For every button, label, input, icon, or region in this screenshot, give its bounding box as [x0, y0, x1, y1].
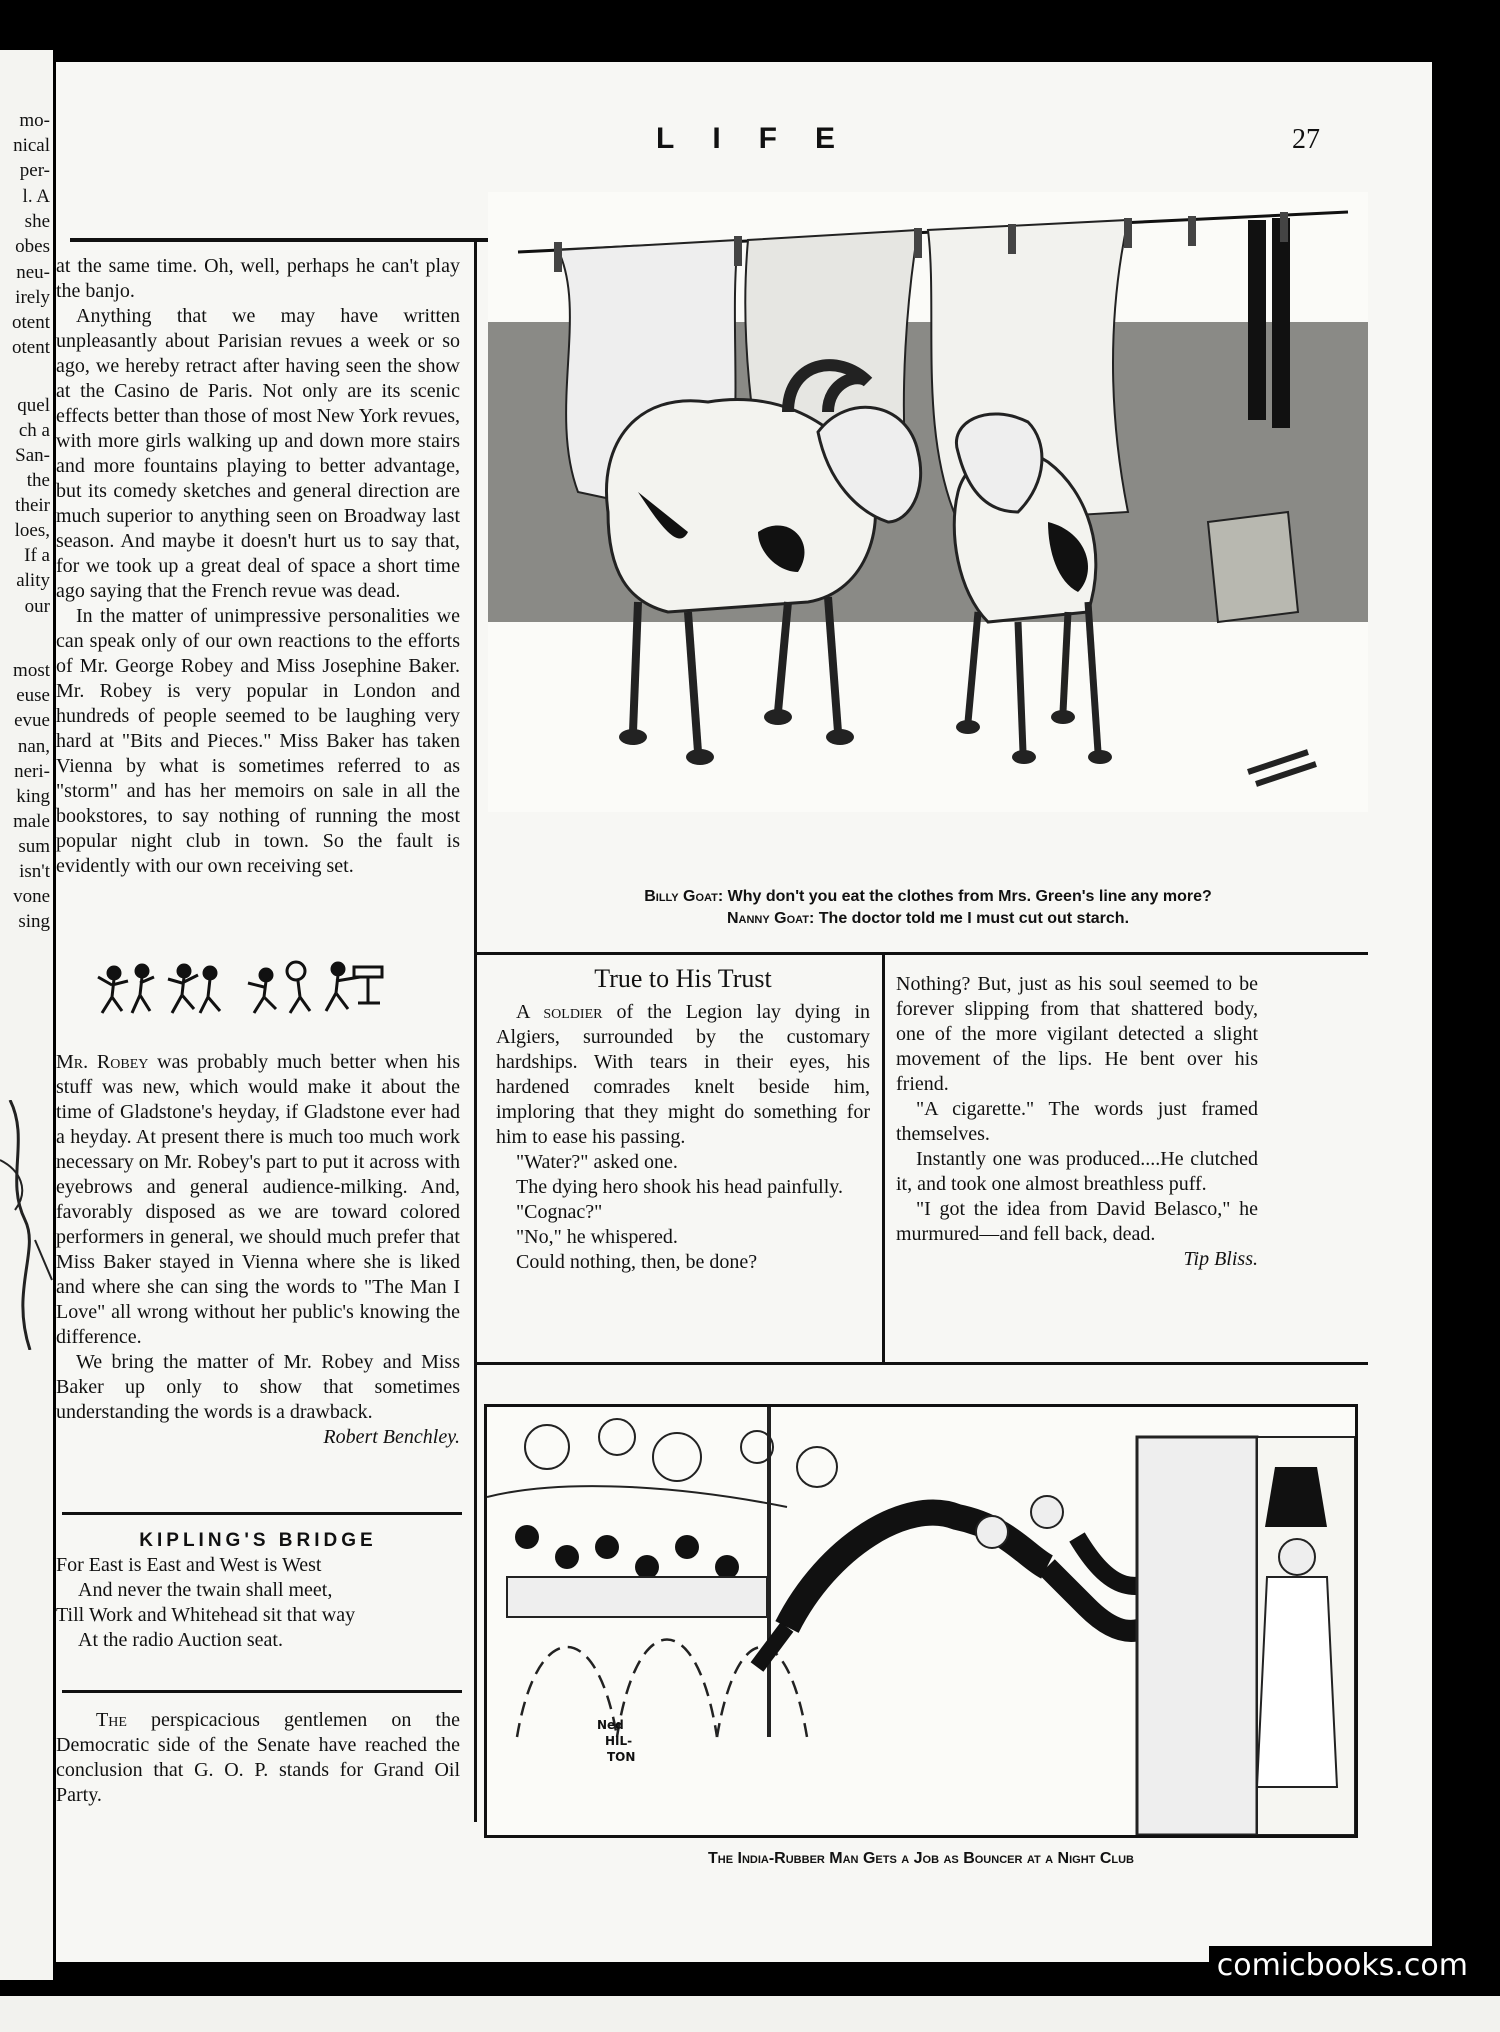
story-paragraph: "Cognac?": [516, 1201, 603, 1223]
previous-page-fragment: sum: [18, 836, 50, 857]
goat-caption-line1: [488, 886, 1368, 908]
gop-text: perspicacious gentlemen on the Democratic side of the Senate have reached the conclusion that G. O. P. stands for Grand Oil Party.: [56, 1709, 460, 1806]
bouncer-cartoon-drawing: [487, 1407, 1355, 1835]
story-top-rule: [474, 952, 1368, 955]
previous-page-edge: [0, 50, 56, 1980]
previous-page-fragment: their: [15, 495, 50, 516]
story-paragraph: "Water?" asked one.: [516, 1151, 678, 1173]
gop-lead: The: [96, 1709, 127, 1731]
goat-caption-line2: [488, 908, 1368, 930]
column-paragraph: at the same time. Oh, well, perhaps he can't play the banjo.: [56, 255, 460, 302]
previous-page-fragment: per-: [19, 160, 50, 181]
story-lead-text: of the Legion lay dying in Algiers, surrounded by the customary hardships. With tears in their eyes, his hardened comrades knelt beside him, imploring that they might do something for him to ease his passing.: [496, 1001, 871, 1148]
previous-page-fragment: neri-: [14, 761, 50, 782]
previous-page-fragment: l. A: [22, 186, 50, 207]
previous-page-fragment: neu-: [16, 262, 50, 283]
gop-item: [56, 1708, 460, 1808]
previous-page-fragment: nical: [13, 135, 50, 156]
story-signature: Tip Bliss.: [1183, 1248, 1258, 1270]
story-paragraph: "I got the idea from David Belasco," he murmured—and fell back, dead.: [896, 1198, 1258, 1245]
previous-page-fragment: isn't: [19, 861, 50, 882]
nanny-goat-line: The doctor told me I must cut out starch.: [814, 910, 1130, 927]
column-paragraph: In the matter of unimpressive personalities we can speak only of our own reactions to the efforts of Mr. George Robey and Miss Josephine Baker. Mr. Robey is very popular in London and hundreds of people seemed to be laughing very hard at "Bits and Pieces." Miss Baker has taken Vienna by what is sometimes referred to as "storm" and has her memoirs on sale in all the bookstores, to say nothing of running the most popular night club in town. So the fault is evidently with our own receiving set.: [56, 605, 460, 877]
story-paragraph: The dying hero shook his head painfully.: [516, 1176, 843, 1198]
goat-cartoon: [488, 192, 1368, 812]
poem-title: KIPLING'S BRIDGE: [139, 1530, 377, 1551]
robey-text: was probably much better when his stuff was new, which would make it about the time of Gladstone's heyday, if Gladstone ever had a heyday. At present there is much too much work necessary on Mr. Robey's part to put it across with eyebrows and general audience-milking. And, favorably disposed as we are toward colored performers in general, we should much prefer that Miss Baker stayed in Vienna where she is liked and where she can sing the words to "The Man I Love" all wrong without her public's knowing the difference.: [56, 1051, 460, 1348]
story-paragraph: Could nothing, then, be done?: [516, 1251, 758, 1273]
previous-page-fragment: otent: [12, 312, 50, 333]
column-divider: [474, 242, 477, 1822]
column-paragraph: Anything that we may have written unpleasantly about Parisian revues a week or so ago, we hereby retract after having seen the show at the Casino de Paris. Not only are its scenic effects better than those of most New York revues, with more girls walking up and down more stairs and more fountains playing to better advantage, but its comedy sketches and general direction are much superior to anything seen on Broadway last season. And maybe it doesn't hurt us to say that, for we took up a great deal of space a short time ago saying that the French revue was dead.: [56, 305, 460, 602]
artist-signature-3: TON: [607, 1750, 636, 1764]
billy-goat-line: Why don't you eat the clothes from Mrs. Green's line any more?: [723, 888, 1212, 905]
previous-page-fragment: mo-: [19, 110, 50, 131]
story-paragraph: "No," he whispered.: [516, 1226, 678, 1248]
previous-page-fragment: otent: [12, 337, 50, 358]
section-rule: [62, 1512, 462, 1515]
previous-page-fragment: San-: [15, 445, 50, 466]
bouncer-cartoon: [484, 1404, 1358, 1838]
story-left-column: [496, 962, 870, 1275]
story-paragraph: [496, 1000, 870, 1150]
poem-line: And never the twain shall meet,: [78, 1579, 333, 1601]
previous-page-fragment: quel: [17, 395, 50, 416]
story-title: True to His Trust: [594, 964, 772, 993]
goat-cartoon-drawing: [488, 192, 1368, 812]
previous-page-fragment: the: [26, 470, 50, 491]
theatre-column: [56, 254, 460, 879]
story-column-divider: [882, 952, 885, 1362]
artist-signature-1: Ned: [597, 1718, 624, 1732]
previous-page-fragment: If a: [24, 545, 50, 566]
goat-caption: [488, 886, 1368, 930]
billy-goat-speaker: Billy Goat:: [644, 888, 724, 905]
previous-page-fragment: most: [13, 660, 50, 681]
previous-page-fragment: our: [24, 596, 50, 617]
previous-page-fragment: ch a: [18, 420, 50, 441]
poem-line: At the radio Auction seat.: [78, 1629, 283, 1651]
column-paragraph: We bring the matter of Mr. Robey and Miss Baker up only to show that sometimes understanding the words is a drawback.: [56, 1351, 460, 1423]
previous-page-fragment: nan,: [17, 736, 50, 757]
next-page-edge: [0, 1992, 1500, 2032]
bouncer-caption: The India-Rubber Man Gets a Job as Bouncer at a Night Club: [708, 1850, 1134, 1867]
story-right-column: [896, 972, 1258, 1272]
masthead: [56, 62, 1432, 162]
previous-page-fragment: male: [13, 811, 50, 832]
artist-signature-2: HIL-: [605, 1734, 633, 1748]
previous-page-fragment: irely: [15, 287, 50, 308]
previous-page-fragment: she: [24, 211, 50, 232]
column-paragraph: [56, 1050, 460, 1350]
gop-paragraph: [56, 1708, 460, 1808]
previous-page-fragment: sing: [18, 911, 50, 932]
page-number: 27: [1292, 124, 1320, 155]
story-paragraph: Nothing? But, just as his soul seemed to be forever slipping from that shattered body, one of the more vigilant detected a slight movement of the lips. He bent over his friend.: [896, 973, 1258, 1095]
story-lead: A soldier: [516, 1001, 603, 1023]
theatre-column-continued: [56, 1050, 460, 1450]
poem: [56, 1528, 460, 1653]
nanny-goat-speaker: Nanny Goat:: [726, 910, 815, 927]
poem-line: Till Work and Whitehead sit that way: [56, 1604, 356, 1626]
previous-page-fragment: evue: [14, 710, 50, 731]
story-bottom-rule: [474, 1362, 1368, 1365]
section-rule: [62, 1690, 462, 1693]
story-paragraph: Instantly one was produced....He clutched it, and took one almost breathless puff.: [896, 1148, 1258, 1195]
previous-page-fragment: vone: [13, 886, 50, 907]
robey-lead: Mr. Robey: [56, 1051, 149, 1073]
author-signature: Robert Benchley.: [323, 1426, 460, 1448]
poem-line: For East is East and West is West: [56, 1554, 322, 1576]
previous-page-fragment: loes,: [14, 520, 50, 541]
previous-page-fragment: ality: [16, 570, 50, 591]
dancing-figures-ornament: [84, 957, 434, 1017]
story-paragraph: "A cigarette." The words just framed themselves.: [896, 1098, 1258, 1145]
previous-page-fragment: euse: [16, 685, 50, 706]
previous-page-sketch: [0, 1100, 56, 1350]
magazine-page: [56, 62, 1432, 1962]
previous-page-fragment: obes: [15, 236, 50, 257]
magazine-title: LIFE: [656, 122, 873, 155]
previous-page-fragment: king: [16, 786, 50, 807]
watermark: comicbooks.com: [1209, 1946, 1476, 1985]
